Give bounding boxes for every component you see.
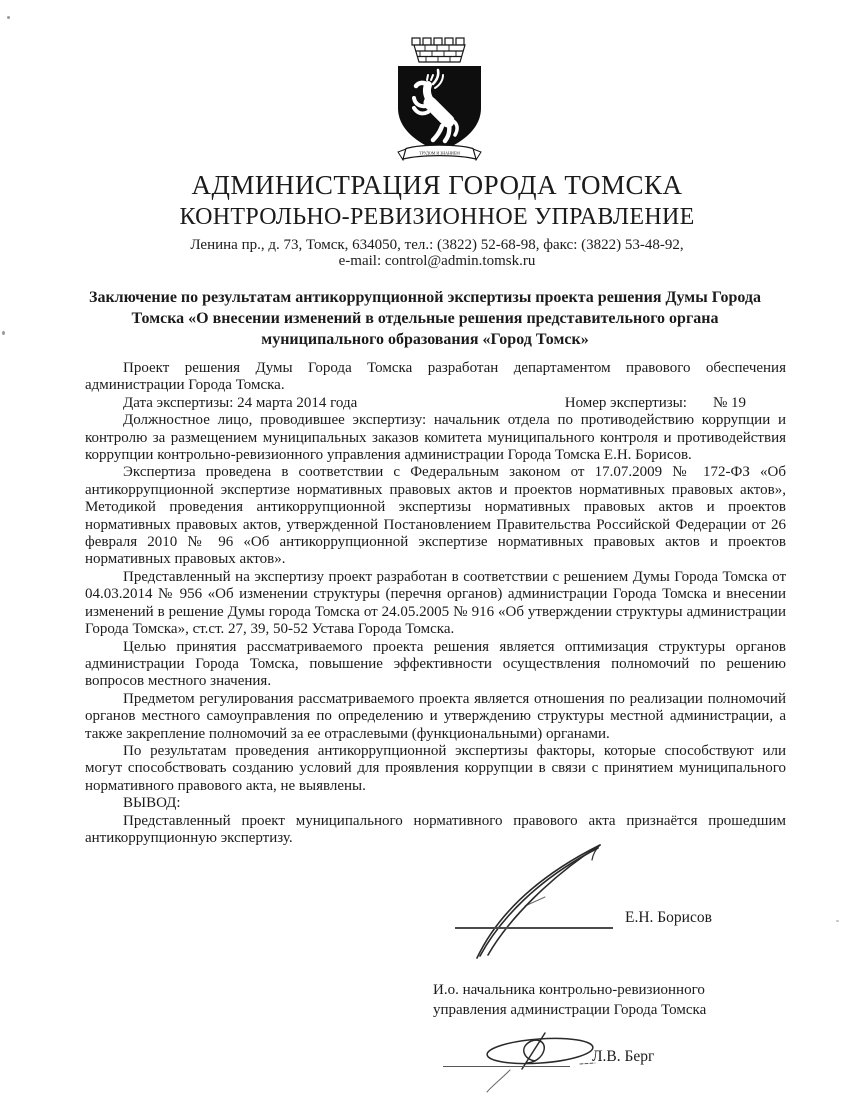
expertise-date-row bbox=[85, 395, 786, 412]
head-position-line2: управления администрации Города Томска bbox=[433, 1001, 707, 1018]
document-title-line2: Томска «О внесении изменений в отдельные решения представительного органа bbox=[131, 310, 719, 327]
scan-speck bbox=[7, 16, 10, 19]
expertise-number-label: Номер экспертизы: bbox=[564, 394, 687, 411]
head-position-line1: И.о. начальника контрольно-ревизионного bbox=[433, 982, 705, 998]
document-title bbox=[75, 287, 775, 350]
expert-name: Е.Н. Борисов bbox=[625, 909, 712, 926]
mural-crown-icon bbox=[412, 38, 465, 62]
document-body bbox=[85, 360, 786, 847]
organization-name: АДМИНИСТРАЦИЯ ГОРОДА ТОМСКА bbox=[191, 170, 683, 200]
signature-line-expert bbox=[455, 927, 613, 929]
signature-line-head bbox=[443, 1066, 570, 1067]
head-name: Л.В. Берг bbox=[592, 1048, 655, 1065]
department-name: КОНТРОЛЬНО-РЕВИЗИОННОЕ УПРАВЛЕНИЕ bbox=[179, 204, 695, 230]
paragraph-official: Должностное лицо, проводившее экспертизу: начальник отдела по противодействию коррупции и контролю за размещением муниципальных заказов комитета муниципального контроля и противодействия коррупции контрольно-ревизионного управления администрации Города Томска Е.Н. Борисов. bbox=[85, 412, 786, 464]
tomsk-coat-of-arms-icon bbox=[392, 36, 487, 168]
borisov-signature bbox=[450, 835, 650, 975]
email-line: e-mail: control@admin.tomsk.ru bbox=[338, 253, 536, 269]
letterhead bbox=[87, 169, 787, 269]
paragraph-legal-basis: Экспертиза проведена в соответствии с Федеральным законом от 17.07.2009 № 172-ФЗ «Об антикоррупционной экспертизе нормативных правовых актов и проектов нормативных правовых актов», Методикой проведения антикоррупционной экспертизы нормативных правовых актов и проектов нормативных правовых актов, утвержденной Постановлением Правительства Российской Федерации от 26 февраля 2010 № 96 «Об антикоррупционной экспертизе нормативных правовых актов и проектов нормативных правовых актов». bbox=[85, 464, 786, 568]
scan-speck bbox=[2, 331, 5, 335]
paragraph-verdict: Представленный проект муниципального нормативного правового акта признаётся прошедшим антикоррупционную экспертизу. bbox=[85, 812, 786, 846]
motto-ribbon-icon bbox=[398, 145, 481, 160]
document-title-line1: Заключение по результатам антикоррупционной экспертизы проекта решения Думы Города bbox=[89, 289, 761, 306]
address-line: Ленина пр., д. 73, Томск, 634050, тел.: (3822) 52-68-98, факс: (3822) 53-48-92, bbox=[190, 237, 684, 253]
scan-speck bbox=[836, 920, 839, 922]
paragraph-results: По результатам проведения антикоррупционной экспертизы факторы, которые способствуют или могут способствовать созданию условий для проявления коррупции в связи с принятием муниципального нормативного правового акта, не выявлены. bbox=[85, 742, 786, 794]
head-position-title bbox=[433, 981, 773, 1020]
berg-signature bbox=[440, 1025, 610, 1100]
paragraph-project-basis: Представленный на экспертизу проект разработан в соответствии с решением Думы Города Томска от 04.03.2014 № 956 «Об изменении структуры (перечня органов) администрации Города Томска и внесении изменений в решение Думы города Томска от 24.05.2005 № 916 «Об утверждении структуры администрации Города Томска», ст.ст. 27, 39, 50-52 Устава Города Томска. bbox=[85, 568, 786, 638]
conclusion-label: ВЫВОД: bbox=[123, 795, 181, 812]
expertise-number-value: № 19 bbox=[712, 394, 746, 411]
paragraph-goal: Целью принятия рассматриваемого проекта решения является оптимизация структуры органов администрации Города Томска, повышение эффективности осуществления полномочий по решению вопросов местного значения. bbox=[85, 638, 786, 690]
paragraph-project: Проект решения Думы Города Томска разработан департаментом правового обеспечения администрации Города Томска. bbox=[85, 360, 786, 394]
paragraph-subject: Предметом регулирования рассматриваемого проекта является отношения по реализации полномочий органов местного самоуправления по определению и утверждению структуры местной администрации, а также закрепление полномочий за ее отраслевыми (функциональными) органами. bbox=[85, 690, 786, 742]
expertise-date: Дата экспертизы: 24 марта 2014 года bbox=[123, 394, 358, 411]
document-title-line3: муниципального образования «Город Томск» bbox=[261, 331, 589, 348]
emblem-motto: ТРУДОМ И ЗНАНИЕМ bbox=[419, 150, 460, 156]
